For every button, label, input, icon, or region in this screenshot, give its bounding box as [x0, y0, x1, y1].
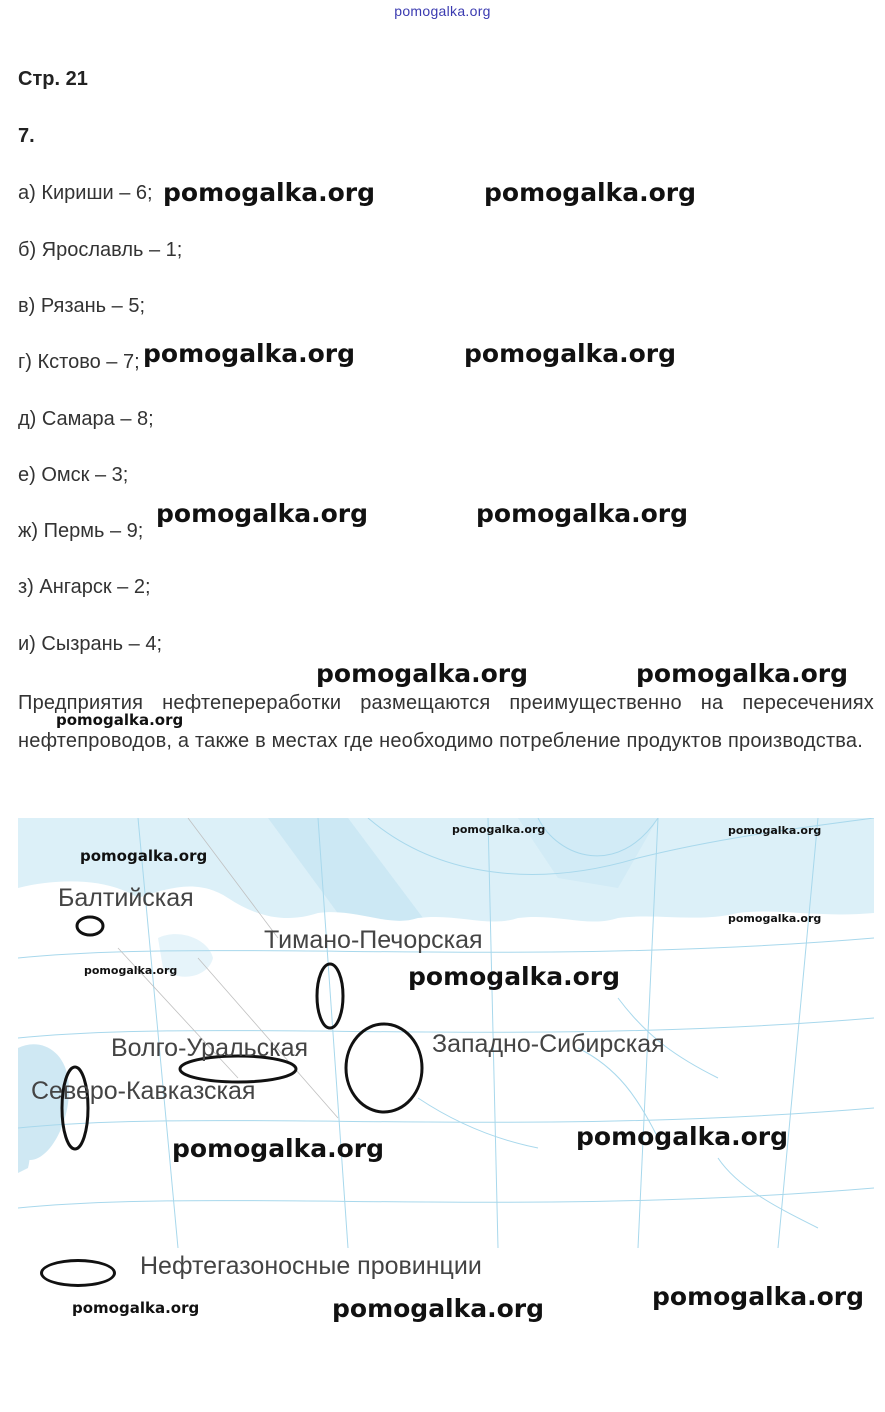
watermark: pomogalka.org [56, 711, 184, 729]
watermark: pomogalka.org [652, 1282, 865, 1311]
watermark: pomogalka.org [576, 1122, 789, 1151]
watermark: pomogalka.org [464, 339, 677, 368]
watermark: pomogalka.org [316, 659, 529, 688]
label-north-caucasus: Северо-Кавказская [31, 1077, 256, 1105]
answer-item: з) Ангарск – 2; [18, 576, 151, 598]
answer-item: е) Омск – 3; [18, 464, 129, 486]
watermark: pomogalka.org [476, 499, 689, 528]
explanation-paragraph: Предприятия нефтепереработки размещаются преимущественно на пересечениях нефтепроводов, а также в местах где необходимо потребление продуктов производства. [18, 692, 874, 752]
answer-item: и) Сызрань – 4; [18, 633, 163, 655]
watermark: pomogalka.org [156, 499, 369, 528]
watermark: pomogalka.org [80, 847, 208, 865]
watermark: pomogalka.org [484, 178, 697, 207]
answer-item: г) Кстово – 7; [18, 351, 140, 373]
answer-item: д) Самара – 8; [18, 408, 154, 430]
watermark: pomogalka.org [408, 962, 621, 991]
watermark: pomogalka.org [172, 1134, 385, 1163]
label-baltic: Балтийская [58, 884, 194, 912]
watermark: pomogalka.org [84, 964, 178, 977]
watermark: pomogalka.org [728, 824, 822, 837]
legend-oval-icon [40, 1259, 116, 1287]
oil-provinces-map [18, 818, 874, 1248]
label-timan-pechora: Тимано-Печорская [264, 926, 483, 954]
site-header-watermark: pomogalka.org [394, 3, 491, 19]
watermark: pomogalka.org [728, 912, 822, 925]
answer-item: в) Рязань – 5; [18, 295, 146, 317]
watermark: pomogalka.org [452, 823, 546, 836]
watermark: pomogalka.org [72, 1299, 200, 1317]
task-number: 7. [18, 125, 35, 147]
answer-item: ж) Пермь – 9; [18, 520, 144, 542]
watermark: pomogalka.org [332, 1294, 545, 1323]
legend-label: Нефтегазоносные провинции [140, 1252, 482, 1280]
label-volga-ural: Волго-Уральская [111, 1034, 309, 1062]
answer-item: а) Кириши – 6; [18, 182, 153, 204]
watermark: pomogalka.org [636, 659, 849, 688]
answer-item: б) Ярославль – 1; [18, 239, 183, 261]
label-west-siberian: Западно-Сибирская [432, 1030, 665, 1058]
watermark: pomogalka.org [143, 339, 356, 368]
watermark: pomogalka.org [163, 178, 376, 207]
page-title: Стр. 21 [18, 68, 88, 90]
